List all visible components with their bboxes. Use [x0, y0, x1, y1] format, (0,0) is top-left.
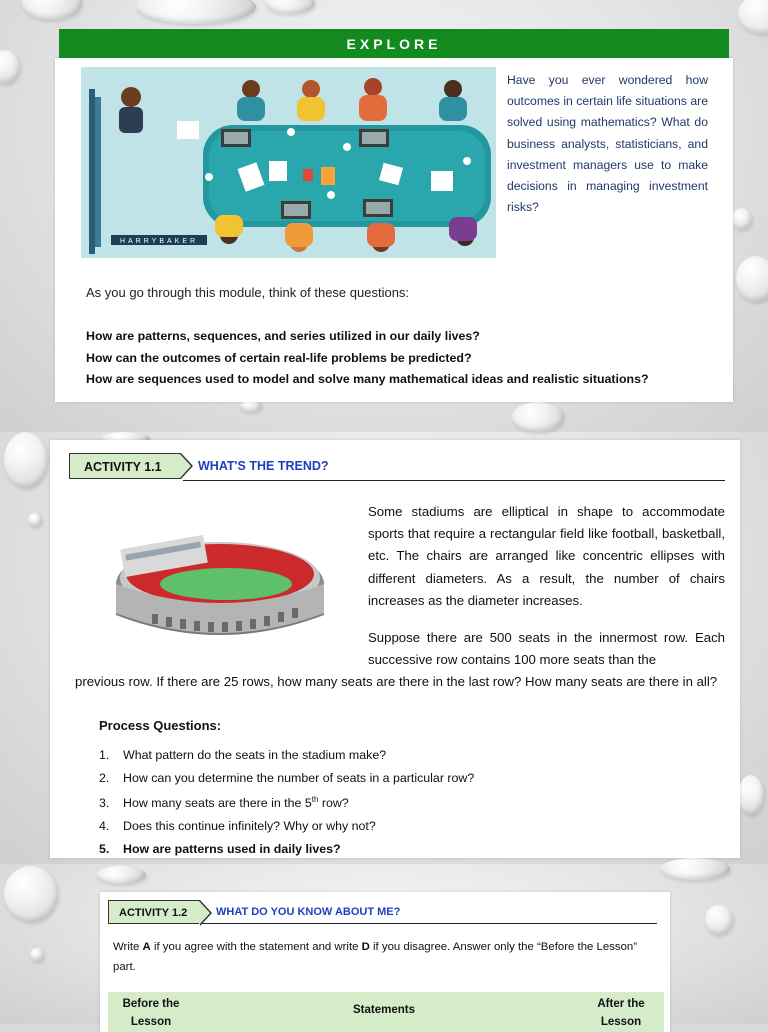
process-question: [99, 767, 474, 790]
question-number: 1.: [99, 748, 110, 762]
water-drop: [705, 905, 733, 935]
header-before-lesson: Before the Lesson: [122, 998, 180, 1028]
instruction-text: Write: [113, 941, 143, 953]
process-question: [99, 744, 474, 767]
question-number: 3.: [99, 796, 110, 811]
stadium-svg: [92, 522, 328, 644]
water-drop: [512, 402, 564, 432]
instruction-text: if you agree with the statement and write: [150, 941, 362, 953]
guiding-questions-list: [86, 326, 649, 391]
questions-lead: As you go through this module, think of these questions:: [86, 285, 410, 300]
water-drop: [660, 858, 730, 880]
header-after-lesson: After the Lesson: [597, 998, 645, 1028]
activity-tag: ACTIVITY 1.1: [69, 453, 181, 479]
guiding-question: How are patterns, sequences, and series utilized in our daily lives?: [86, 329, 480, 343]
question-number: 4.: [99, 818, 110, 833]
statements-table-header: [108, 992, 664, 1032]
water-drop: [738, 775, 764, 815]
instruction-text: if you disagree. Answer only the “Before the Lesson” part.: [113, 941, 638, 973]
explore-banner: EXPLORE: [59, 29, 729, 58]
instruction-agree-letter: A: [142, 941, 151, 953]
question-text: Does this continue infinitely? Why or why not?: [123, 818, 376, 833]
activity-tag: ACTIVITY 1.2: [108, 900, 200, 924]
water-drop: [4, 866, 58, 922]
question-number: 2.: [99, 770, 110, 785]
water-drop: [28, 513, 42, 527]
stadium-image: [92, 522, 328, 644]
question-text-end: row?: [318, 796, 349, 811]
water-drop: [4, 432, 48, 488]
process-question: [99, 789, 474, 815]
activity-title: WHAT DO YOU KNOW ABOUT ME?: [216, 906, 401, 918]
water-drop: [96, 866, 146, 884]
svg-text:HARRYBAKER: HARRYBAKER: [119, 238, 199, 245]
activity-instructions: [113, 937, 659, 977]
process-questions-title: Process Questions:: [99, 718, 222, 733]
guiding-question: How are sequences used to model and solve many mathematical ideas and realistic situations?: [86, 372, 649, 386]
question-text: What pattern do the seats in the stadium make?: [123, 748, 387, 762]
instruction-disagree-letter: D: [361, 941, 370, 953]
process-questions-list: [99, 744, 474, 860]
question-text: How are patterns used in daily lives?: [123, 841, 341, 856]
header-statements: Statements: [353, 1004, 415, 1016]
superscript: th: [311, 795, 319, 805]
water-drop: [736, 256, 768, 302]
process-question: [99, 838, 474, 861]
water-drop: [30, 948, 44, 962]
question-text: How can you determine the number of seats in a particular row?: [123, 770, 475, 785]
activity-title: WHAT'S THE TREND?: [198, 459, 329, 473]
problem-text-part2: previous row. If there are 25 rows, how many seats are there in the last row? How many seats are there in all?: [75, 674, 718, 689]
question-text: How many seats are there in the 5: [123, 796, 312, 811]
guiding-question: How can the outcomes of certain real-life problems be predicted?: [86, 350, 472, 365]
title-rule: [183, 480, 725, 481]
problem-text-part1: Suppose there are 500 seats in the innermost row. Each successive row contains 100 more seats than the: [368, 630, 725, 667]
process-question: [99, 815, 474, 838]
explore-intro-text: Have you ever wondered how outcomes in certain life situations are solved using mathematics? What do business analysts, statisticians, and investment managers use to make decisions in managing investment risks?: [507, 73, 708, 215]
question-number: 5.: [99, 841, 110, 856]
meeting-illustration: [81, 67, 496, 258]
meeting-illustration-svg: [81, 67, 496, 258]
stadium-description: Some stadiums are elliptical in shape to accommodate sports that require a rectangular field like football, basketball, etc. The chairs are arranged like concentric ellipses with different diameters. As a result, the number of chairs increases as the diameter increases.: [368, 504, 725, 608]
water-drop: [732, 208, 752, 230]
title-rule: [202, 923, 657, 924]
